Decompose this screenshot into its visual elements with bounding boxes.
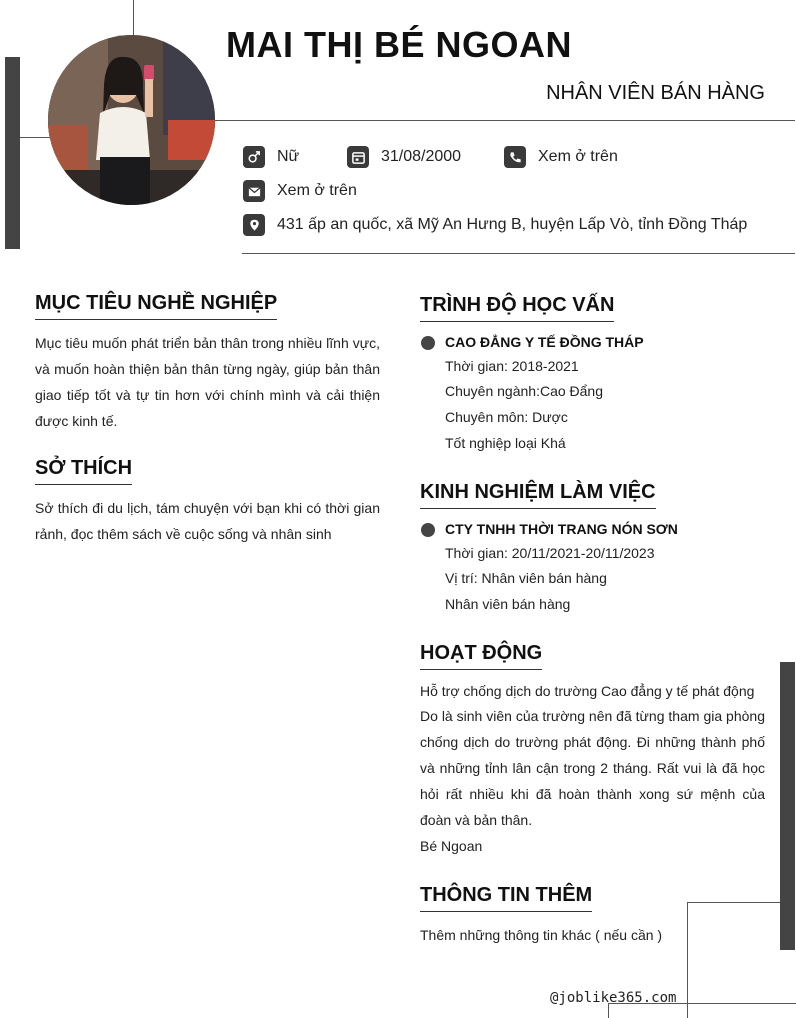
address-value: 431 ấp an quốc, xã Mỹ An Hưng B, huyện Lấp Vò, tỉnh Đồng Tháp [277,216,748,233]
education-detail: Tốt nghiệp loại Khá [445,435,566,451]
email-icon [243,180,265,202]
experience-title: KINH NGHIỆM LÀM VIỆC [420,481,656,509]
calendar-icon [347,146,369,168]
activities-line: Hỗ trợ chống dịch do trường Cao đẳng y tế phát động [420,683,755,699]
email-row [243,180,357,202]
additional-text: Thêm những thông tin khác ( nếu cần ) [420,927,663,943]
divider-line [687,902,780,903]
candidate-name: MAI THỊ BÉ NGOAN [226,24,572,65]
additional-title: THÔNG TIN THÊM [420,884,592,912]
bullet-icon [421,336,435,350]
phone-icon [504,146,526,168]
activities-text: Do là sinh viên của trường nên đã từng tham gia phòng chống dịch do trường phát động. Đi những thành phố và những tỉnh lân cận trong 2 tháng. Rất vui là đã học hỏi rất nhiều khi đã hoàn thành xong sứ mệnh của đoàn và bản thân. [420,708,765,828]
profile-photo [48,35,215,205]
info-divider [242,253,795,254]
experience-detail: Nhân viên bán hàng [445,596,571,612]
avatar [48,35,215,205]
phone-value: Xem ở trên [538,148,618,165]
school-name: CAO ĐẲNG Y TẾ ĐỒNG THÁP [445,334,644,350]
birthday-row [347,146,461,168]
bullet-icon [421,523,435,537]
education-detail: Chuyên môn: Dược [445,409,568,425]
email-value: Xem ở trên [277,182,357,199]
header-divider [215,120,795,121]
hobbies-title: SỞ THÍCH [35,457,132,485]
education-title: TRÌNH ĐỘ HỌC VẤN [420,294,614,322]
divider-line [687,902,688,1018]
experience-detail: Vị trí: Nhân viên bán hàng [445,570,607,586]
gender-value: Nữ [277,148,300,165]
objective-text: Mục tiêu muốn phát triển bản thân trong nhiều lĩnh vực, và muốn hoàn thiện bản thân từng ngày, giúp bản thân giao tiếp tốt và tự tin hơn với chính mình và cải thiện được kinh tế. [35,335,380,429]
job-title: NHÂN VIÊN BÁN HÀNG [546,82,765,104]
left-accent-bar [5,57,20,249]
birthday-value: 31/08/2000 [381,148,462,165]
experience-detail: Thời gian: 20/11/2021-20/11/2023 [445,545,655,561]
address-row [243,214,747,236]
gender-icon [243,146,265,168]
right-accent-bar [780,662,795,950]
activities-signoff: Bé Ngoan [420,838,483,854]
gender-row [243,146,299,168]
activities-title: HOẠT ĐỘNG [420,642,542,670]
location-icon [243,214,265,236]
watermark: @joblike365.com [550,990,677,1006]
education-detail: Chuyên ngành:Cao Đẩng [445,383,604,399]
divider-line [133,0,134,40]
education-detail: Thời gian: 2018-2021 [445,358,579,374]
divider-line [20,137,50,138]
company-name: CTY TNHH THỜI TRANG NÓN SƠN [445,521,678,537]
phone-row [504,146,618,168]
objective-title: MỤC TIÊU NGHỀ NGHIỆP [35,292,277,320]
hobbies-text: Sở thích đi du lịch, tám chuyện với bạn khi có thời gian rảnh, đọc thêm sách về cuộc sống và nhân sinh [35,500,380,542]
